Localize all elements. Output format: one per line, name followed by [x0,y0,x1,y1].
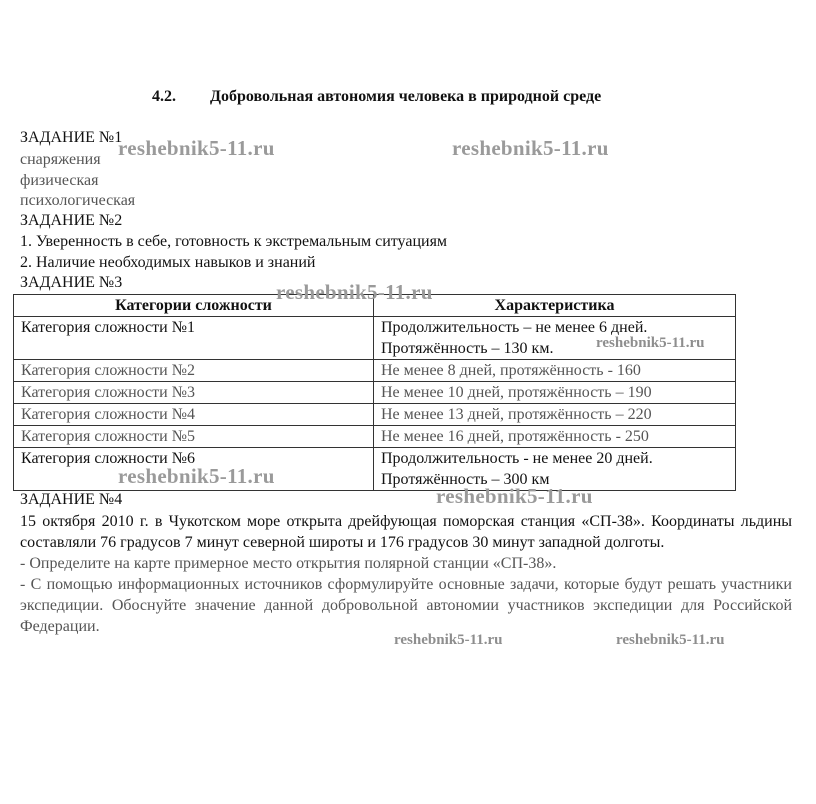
cell-category: Категория сложности №4 [14,404,374,426]
table-row [14,382,736,404]
header-category: Категории сложности [14,295,374,317]
watermark: reshebnik5-11.ru [436,484,593,508]
task2-title: ЗАДАНИЕ №2 [20,212,123,229]
task4-paragraph: 15 октября 2010 г. в Чукотском море открыта дрейфующая поморская станция «СП-38». Координаты льдины составляли 76 градусов 7 минут северной широты и 176 градусов 30 минут западной долготы. [20,513,792,551]
watermark: reshebnik5-11.ru [616,632,725,648]
cell-category: Категория сложности №2 [14,360,374,382]
header-characteristic: Характеристика [374,295,736,317]
section-title: Добровольная автономия человека в природной среде [210,88,602,105]
difficulty-table [13,294,736,491]
task2-item-1: 1. Уверенность в себе, готовность к экстремальным ситуациям [20,233,448,250]
watermark: reshebnik5-11.ru [276,280,433,304]
task4-title: ЗАДАНИЕ №4 [20,491,123,508]
task1-item-1: снаряжения [20,151,101,168]
watermark: reshebnik5-11.ru [118,136,275,160]
cell-category: Категория сложности №5 [14,426,374,448]
section-number: 4.2. [152,88,176,105]
task4-bullet-2: - С помощью информационных источников сформулируйте основные задачи, которые будут решать участники экспедиции. Обоснуйте значение данной добровольной автономии участников экспедиции для Российской Федерации. [20,576,792,635]
watermark: reshebnik5-11.ru [452,136,609,160]
characteristic-line: Протяжённость – 130 км. [381,340,554,357]
cell-characteristic: Не менее 8 дней, протяжённость - 160 [374,360,736,382]
section-heading [152,88,601,106]
task4-text [20,511,792,637]
cell-characteristic: Не менее 10 дней, протяжённость – 190 [374,382,736,404]
task3-title: ЗАДАНИЕ №3 [20,274,123,291]
table-row [14,404,736,426]
watermark: reshebnik5-11.ru [596,335,705,351]
characteristic-line: Продолжительность - не менее 20 дней. [381,450,653,467]
task1-title: ЗАДАНИЕ №1 [20,129,123,146]
characteristic-line: Протяжённость – 300 км [381,471,550,488]
table-row [14,360,736,382]
task1-item-2: физическая [20,172,99,189]
watermark: reshebnik5-11.ru [394,632,503,648]
cell-characteristic: Не менее 13 дней, протяжённость – 220 [374,404,736,426]
cell-characteristic: Не менее 16 дней, протяжённость - 250 [374,426,736,448]
watermark: reshebnik5-11.ru [118,464,275,488]
cell-category: Категория сложности №1 [14,317,374,360]
table-row [14,426,736,448]
cell-category: Категория сложности №3 [14,382,374,404]
cell-category: Категория сложности №6 [14,448,374,491]
task4-bullet-1: - Определите на карте примерное место открытия полярной станции «СП-38». [20,555,557,572]
task1-item-3: психологическая [20,192,136,209]
task2-item-2: 2. Наличие необходимых навыков и знаний [20,254,316,271]
characteristic-line: Продолжительность – не менее 6 дней. [381,319,648,336]
